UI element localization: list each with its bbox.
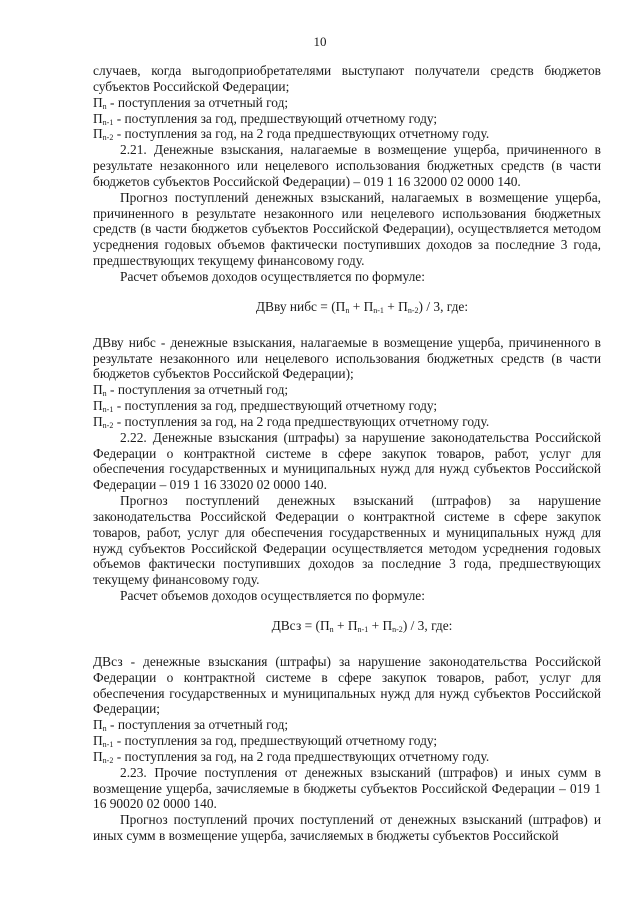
section-2-22-heading: 2.22. Денежные взыскания (штрафы) за нарушение законодательства Российской Федерации о контрактной системе в сфере закупок товаров, работ, услуг для обеспечения государственных и муниципальных нужд для нужд субъектов Российской Федерации – 019 1 16 33020 02 0000 140. [93,429,601,493]
section-2-21-heading: 2.21. Денежные взыскания, налагаемые в возмещение ущерба, причиненного в результате незаконного или нецелевого использования бюджетных средств (в части бюджетов субъектов Российской Федерации) – 019 1 16 32000 02 0000 140. [93,142,601,189]
definition-line: $П_{n-1}$ - поступления за год, предшествующий отчетному году; [93,733,438,750]
definition-line: $П_{n-1}$ - поступления за год, предшествующий отчетному году; [93,110,438,127]
section-2-23-heading: 2.23. Прочие поступления от денежных взысканий (штрафов) и иных сумм в возмещение ущерба, зачисляемые в бюджеты субъектов Российской Федерации – 019 1 16 90020 02 0000 140. [93,764,601,812]
section-2-23-forecast: Прогноз поступлений прочих поступлений от денежных взысканий (штрафов) и иных сумм в возмещение ущерба, зачисляемых в бюджеты субъектов Российской [93,812,601,844]
page-number: 10 [313,34,327,49]
formula-dvsz: ДВсз = $(П_n + П_{n-1} + П_{n-2}) / 3$, где: [271,618,453,634]
definition-line: $П_{n-1}$ - поступления за год, предшествующий отчетному году; [93,398,438,415]
definition-line: $П_n$ - поступления за отчетный год; [93,717,289,734]
section-2-22-forecast: Прогноз поступлений денежных взысканий (штрафов) за нарушение законодательства Российской Федерации о контрактной системе в сфере закупок товаров, работ, услуг для обеспечения государственных и муниципальных нужд для нужд субъектов Российской Федерации осуществляется методом усреднения годовых объемов фактически поступивших доходов за последние 3 года, предшествующих текущему финансовому году. [93,493,601,588]
formula-dvvu-nibs: ДВву нибс = $(П_n + П_{n-1} + П_{n-2}) / 3$, где: [255,298,469,315]
definition-line: $П_{n-2}$ - поступления за год, на 2 года предшествующих отчетному году. [93,126,490,143]
definition-line: $П_n$ - поступления за отчетный год; [93,382,289,399]
document-body [93,63,601,844]
section-2-21-forecast: Прогноз поступлений денежных взысканий, налагаемых в возмещение ущерба, причиненного в результате незаконного или нецелевого использования бюджетных средств (в части бюджетов субъектов Российской Федерации), осуществляется методом усреднения годовых объемов фактически поступивших доходов за последние 3 года, предшествующих текущему финансовому году. [93,189,601,269]
paragraph-intro: случаев, когда выгодоприобретателями выступают получатели средств бюджетов субъектов Российской Федерации; [93,63,601,94]
formula-definition: ДВсз - денежные взыскания (штрафы) за нарушение законодательства Российской Федерации о контрактной системе в сфере закупок товаров, работ, услуг для обеспечения государственных и муниципальных нужд для нужд субъектов Российской Федерации; [93,653,601,717]
calculation-intro: Расчет объемов доходов осуществляется по формуле: [120,268,425,284]
calculation-intro: Расчет объемов доходов осуществляется по формуле: [120,588,425,604]
definition-line: $П_{n-2}$ - поступления за год, на 2 года предшествующих отчетному году. [93,413,490,430]
definition-line: $П_n$ - поступления за отчетный год; [93,94,289,111]
formula-definition: ДВву нибс - денежные взыскания, налагаемые в возмещение ущерба, причиненного в результате незаконного или нецелевого использования бюджетных средств (в части бюджетов субъектов Российской Федерации); [93,334,601,382]
definition-line: $П_{n-2}$ - поступления за год, на 2 года предшествующих отчетному году. [93,748,490,765]
